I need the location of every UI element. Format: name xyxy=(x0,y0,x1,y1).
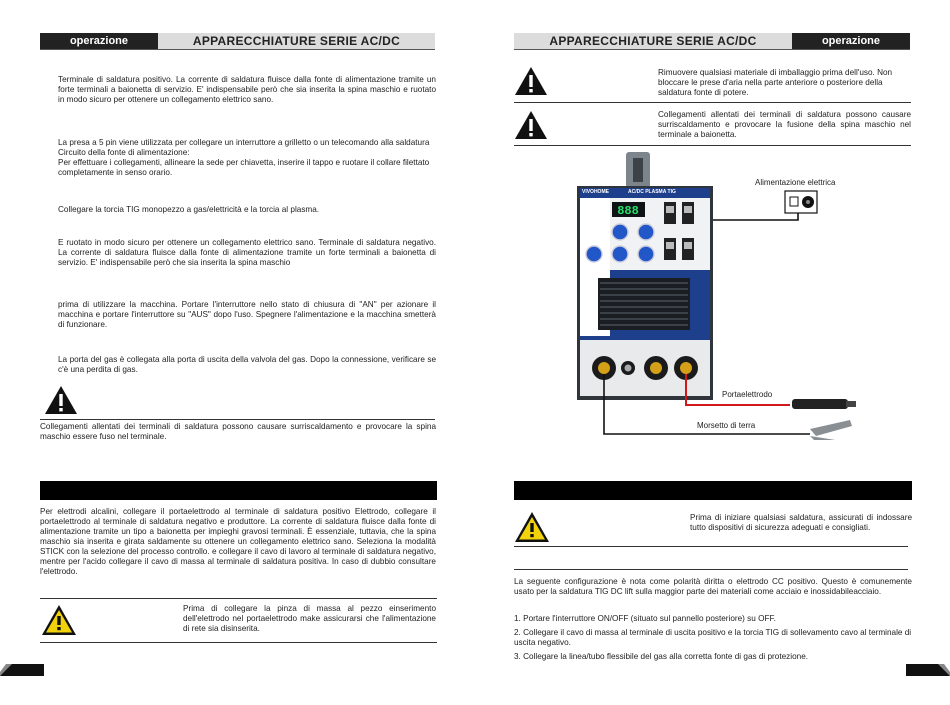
right-header-tab: operazione xyxy=(792,33,910,49)
right-warning-c-rule xyxy=(514,546,908,547)
right-warning-a-rule xyxy=(514,102,911,103)
right-warning-b-text: Collegamenti allentati dei terminali di saldatura possono causare surriscaldamento e provocare la fusione della spina maschio nel terminale a baionetta. xyxy=(658,110,911,139)
left-paragraph-positive-terminal: Terminale di saldatura positivo. La corrente di saldatura fluisce dalla fonte di alimentazione tramite un forte terminali a baionetta di servizio. E' indispensabile però che sia inserita la spina maschio e ruotato in modo sicuro per ottenere un collegamento elettrico sano. xyxy=(58,75,436,104)
machine-display: 888 xyxy=(617,204,639,218)
left-paragraph-switch: prima di utilizzare la macchina. Portare l'interruttore nello stato di chiusura di "AN" per azionare il macchina e portare l'interruttore su "AUS" dopo l'uso. Spegnere l'alimentazione e la macchina smetterà di funzionare. xyxy=(58,300,436,329)
left-warning-rule xyxy=(40,419,435,420)
left-warning2-text: Prima di collegare la pinza di massa al pezzo einserimento dell'elettrodo nel portaelettrodo make assicurarsi che l'alimentazione di rete sia disinserita. xyxy=(183,604,436,633)
left-warning2-rule xyxy=(40,598,437,599)
machine-brand-label: VIVOHOME xyxy=(582,189,609,195)
right-step-2: 2. Collegare il cavo di massa al terminale di uscita positivo e la torcia TIG di sollevamento cavo al terminale di uscita negativo. xyxy=(514,628,912,647)
left-paragraph-5pin-a: La presa a 5 pin viene utilizzata per collegare un interruttore a grilletto o un telecomando alla saldatura Circuito della fonte di alimentazione: xyxy=(58,138,430,157)
right-header-rule xyxy=(514,49,910,50)
warning-triangle-black-icon xyxy=(514,110,548,140)
right-step-1: 1. Portare l'interruttore ON/OFF (situato sul pannello posteriore) su OFF. xyxy=(514,614,776,623)
right-warning-b-rule xyxy=(514,145,911,146)
electrode-holder-label: Portaelettrodo xyxy=(722,390,773,399)
left-warning-text: Collegamenti allentati dei terminali di saldatura possono causare surriscaldamento e provocare la spina maschio essere fuso nel terminale. xyxy=(40,422,436,441)
left-section-bar xyxy=(40,481,437,500)
right-page-corner-mark xyxy=(906,664,950,676)
warning-triangle-yellow-icon xyxy=(514,511,550,543)
ground-clamp-label: Morsetto di terra xyxy=(697,421,756,430)
warning-triangle-black-icon xyxy=(44,385,78,415)
machine-model-label: AC/DC PLASMA TIG xyxy=(628,189,676,195)
right-step-3: 3. Collegare la linea/tubo flessibile del gas alla corretta fonte di gas di protezione. xyxy=(514,652,809,661)
left-page-corner-mark xyxy=(0,664,44,676)
left-paragraph-gas: La porta del gas è collegata alla porta di uscita della valvola del gas. Dopo la connessione, verificare se c'è una perdita di gas. xyxy=(58,355,436,374)
warning-triangle-black-icon xyxy=(514,66,548,96)
left-warning2-bottom-rule xyxy=(40,642,437,643)
warning-triangle-yellow-icon xyxy=(41,604,77,636)
left-header-title: APPARECCHIATURE SERIE AC/DC xyxy=(158,33,435,49)
right-section-bar xyxy=(514,481,912,500)
right-header-title: APPARECCHIATURE SERIE AC/DC xyxy=(514,33,792,49)
right-warning-a-text: Rimuovere qualsiasi materiale di imballaggio prima dell'uso. Non bloccare le prese d'aria nella parte anteriore o posteriore della saldatura fonte di potere. xyxy=(658,68,893,97)
left-header-tab: operazione xyxy=(40,33,158,49)
left-paragraph-electrodes: Per elettrodi alcalini, collegare il portaelettrodo al terminale di saldatura positivo Elettrodo, collegare il portaelettrodo al terminale di saldatura negativo e produttore. La corrente di saldatura fluisce dalla fonte di alimentazione tramite un tipo a baionetta per impieghi gravosi terminali. È essenziale, tuttavia, che la spina maschio sia inserita e girata saldamente su ottenere un collegamento elettrico sano. Seleziona la modalità STICK con la selezione del processo controllo. e collegare il cavo di lavoro al terminale di saldatura negativo, mentre per l'acido collegare il cavo di massa al terminale di saldatura positiva. In caso di dubbio consultare l'elettrodo. xyxy=(40,507,436,576)
right-section-rule xyxy=(514,569,908,570)
left-paragraph-negative-terminal: E ruotato in modo sicuro per ottenere un collegamento elettrico sano. Terminale di saldatura negativo. La corrente di saldatura fluisce dalla fonte di alimentazione tramite un forte terminali a baionetta di servizio. E' indispensabile però che sia inserita la spina maschio xyxy=(58,238,436,267)
left-paragraph-5pin-b: Per effettuare i collegamenti, allineare la sede per chiavetta, inserire il tappo e ruotare il collare filettato completamente in senso orario. xyxy=(58,158,430,177)
right-intro-paragraph: La seguente configurazione è nota come polarità diritta o elettrodo CC positivo. Questo è comunemente usato per la saldatura TIG DC lift sulla maggior parte dei materiali come acciaio e inossidabileacciaio. xyxy=(514,577,912,596)
power-label: Alimentazione elettrica xyxy=(755,178,836,187)
power-socket-icon xyxy=(784,190,818,214)
left-paragraph-tig-torch: Collegare la torcia TIG monopezzo a gas/elettricità e la torcia al plasma. xyxy=(58,205,320,214)
right-warning-c-text: Prima di iniziare qualsiasi saldatura, assicurati di indossare tutto dispositivi di sicurezza adeguati e consigliati. xyxy=(690,513,912,532)
left-header-rule xyxy=(40,49,435,50)
